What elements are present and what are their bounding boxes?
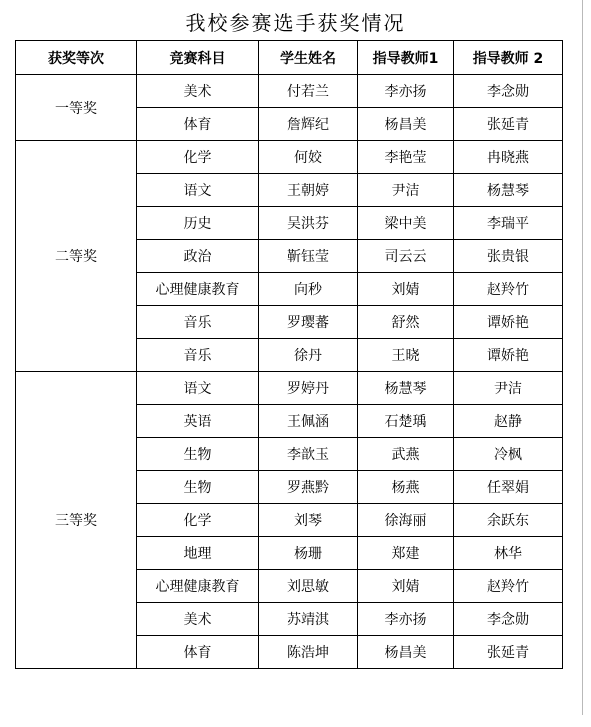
teacher-2-cell: 张延青 xyxy=(454,636,563,669)
table-header xyxy=(16,41,563,75)
student-name-cell: 何姣 xyxy=(259,141,358,174)
header-subject: 竞赛科目 xyxy=(137,41,259,75)
subject-cell: 英语 xyxy=(137,405,259,438)
teacher-2-cell: 张贵银 xyxy=(454,240,563,273)
teacher-2-cell: 冷枫 xyxy=(454,438,563,471)
teacher-1-cell: 梁中美 xyxy=(358,207,454,240)
student-name-cell: 吴洪芬 xyxy=(259,207,358,240)
teacher-1-cell: 杨燕 xyxy=(358,471,454,504)
subject-cell: 美术 xyxy=(137,603,259,636)
header-teacher-1: 指导教师1 xyxy=(358,41,454,75)
student-name-cell: 罗燕黔 xyxy=(259,471,358,504)
teacher-1-cell: 尹洁 xyxy=(358,174,454,207)
subject-cell: 心理健康教育 xyxy=(137,570,259,603)
award-level-cell: 二等奖 xyxy=(16,141,137,372)
teacher-2-cell: 李瑞平 xyxy=(454,207,563,240)
teacher-2-cell: 杨慧琴 xyxy=(454,174,563,207)
student-name-cell: 王佩涵 xyxy=(259,405,358,438)
subject-cell: 化学 xyxy=(137,141,259,174)
teacher-2-cell: 冉晓燕 xyxy=(454,141,563,174)
award-level-cell: 三等奖 xyxy=(16,372,137,669)
teacher-1-cell: 刘婧 xyxy=(358,273,454,306)
teacher-2-cell: 赵羚竹 xyxy=(454,570,563,603)
subject-cell: 化学 xyxy=(137,504,259,537)
teacher-1-cell: 李亦扬 xyxy=(358,603,454,636)
student-name-cell: 罗婷丹 xyxy=(259,372,358,405)
table-row xyxy=(16,75,563,108)
teacher-2-cell: 谭娇艳 xyxy=(454,339,563,372)
student-name-cell: 李歆玉 xyxy=(259,438,358,471)
subject-cell: 生物 xyxy=(137,471,259,504)
teacher-1-cell: 徐海丽 xyxy=(358,504,454,537)
table-row xyxy=(16,372,563,405)
subject-cell: 政治 xyxy=(137,240,259,273)
teacher-2-cell: 林华 xyxy=(454,537,563,570)
awards-table xyxy=(15,40,563,669)
subject-cell: 语文 xyxy=(137,174,259,207)
page-edge-line xyxy=(582,0,583,715)
teacher-1-cell: 李亦扬 xyxy=(358,75,454,108)
student-name-cell: 苏靖淇 xyxy=(259,603,358,636)
teacher-1-cell: 杨慧琴 xyxy=(358,372,454,405)
student-name-cell: 刘思敏 xyxy=(259,570,358,603)
subject-cell: 生物 xyxy=(137,438,259,471)
teacher-2-cell: 尹洁 xyxy=(454,372,563,405)
teacher-2-cell: 李念勋 xyxy=(454,75,563,108)
teacher-1-cell: 舒然 xyxy=(358,306,454,339)
subject-cell: 地理 xyxy=(137,537,259,570)
teacher-2-cell: 李念勋 xyxy=(454,603,563,636)
table-body xyxy=(16,75,563,669)
teacher-1-cell: 李艳莹 xyxy=(358,141,454,174)
subject-cell: 体育 xyxy=(137,108,259,141)
student-name-cell: 杨珊 xyxy=(259,537,358,570)
document-title: 我校参赛选手获奖情况 xyxy=(185,11,406,35)
student-name-cell: 陈浩坤 xyxy=(259,636,358,669)
subject-cell: 语文 xyxy=(137,372,259,405)
subject-cell: 音乐 xyxy=(137,306,259,339)
student-name-cell: 靳钰莹 xyxy=(259,240,358,273)
teacher-2-cell: 谭娇艳 xyxy=(454,306,563,339)
student-name-cell: 徐丹 xyxy=(259,339,358,372)
header-teacher-2: 指导教师 2 xyxy=(454,41,563,75)
subject-cell: 历史 xyxy=(137,207,259,240)
teacher-1-cell: 杨昌美 xyxy=(358,636,454,669)
student-name-cell: 付若兰 xyxy=(259,75,358,108)
table-row xyxy=(16,141,563,174)
teacher-2-cell: 张延青 xyxy=(454,108,563,141)
student-name-cell: 罗璎蕃 xyxy=(259,306,358,339)
teacher-2-cell: 余跃东 xyxy=(454,504,563,537)
header-row xyxy=(16,41,563,75)
student-name-cell: 刘琴 xyxy=(259,504,358,537)
student-name-cell: 王朝婷 xyxy=(259,174,358,207)
teacher-1-cell: 武燕 xyxy=(358,438,454,471)
header-award-level: 获奖等次 xyxy=(16,41,137,75)
teacher-1-cell: 刘婧 xyxy=(358,570,454,603)
student-name-cell: 向秒 xyxy=(259,273,358,306)
teacher-2-cell: 任翠娟 xyxy=(454,471,563,504)
teacher-1-cell: 杨昌美 xyxy=(358,108,454,141)
subject-cell: 音乐 xyxy=(137,339,259,372)
teacher-1-cell: 王晓 xyxy=(358,339,454,372)
teacher-1-cell: 郑建 xyxy=(358,537,454,570)
award-level-cell: 一等奖 xyxy=(16,75,137,141)
subject-cell: 心理健康教育 xyxy=(137,273,259,306)
teacher-1-cell: 石楚瑀 xyxy=(358,405,454,438)
student-name-cell: 詹辉纪 xyxy=(259,108,358,141)
teacher-1-cell: 司云云 xyxy=(358,240,454,273)
header-student-name: 学生姓名 xyxy=(259,41,358,75)
subject-cell: 体育 xyxy=(137,636,259,669)
teacher-2-cell: 赵静 xyxy=(454,405,563,438)
teacher-2-cell: 赵羚竹 xyxy=(454,273,563,306)
subject-cell: 美术 xyxy=(137,75,259,108)
